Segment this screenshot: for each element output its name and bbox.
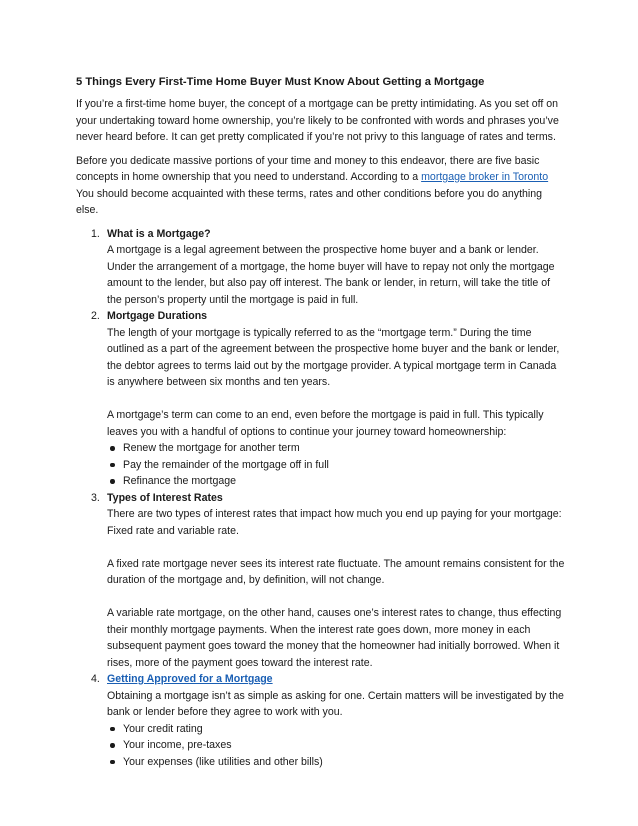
item-paragraph: A variable rate mortgage, on the other hand, causes one’s interest rates to change, thus effecting their monthly mortgage payments. When the interest rate goes down, more money in each subsequent payment goes toward the money that the homeowner had initially borrowed. When it rises, more of the payment goes toward the interest rate.: [107, 607, 562, 669]
item-number: 2.: [91, 310, 100, 322]
bullet-item: [107, 721, 566, 738]
bullet-item: [107, 737, 566, 754]
intro-paragraph-1: If you’re a first-time home buyer, the concept of a mortgage can be pretty intimidating. As you set off on your undertaking toward home ownership, you’re likely to be confronted with words and phrases you’ve never heard before. It can get pretty complicated if you’re not privy to this language of rates and terms.: [76, 98, 559, 143]
item-heading: What is a Mortgage?: [107, 227, 211, 240]
bullet-text: Renew the mortgage for another term: [123, 442, 300, 454]
paragraph-gap: [107, 539, 566, 556]
bullet-text: Refinance the mortgage: [123, 475, 237, 487]
item-paragraph: The length of your mortgage is typically referred to as the “mortgage term.” During the time outlined as a part of the agreement between the prospective home buyer and the bank or lender, the debtor agrees to terms laid out by the mortgage provider. A typical mortgage term in Canada is anywhere between six months and ten years.: [107, 326, 560, 388]
item-number: 1.: [91, 227, 100, 240]
item-paragraph: A mortgage is a legal agreement between the prospective home buyer and a bank or lender. Under the arrangement of a mortgage, the home buyer will have to repay not only the mortgage amount to the lender, but also pay off interest. The bank or lender, in return, will take the title of the person’s property until the mortgage is paid in full.: [107, 244, 555, 306]
list-item-interest-rates: [76, 490, 566, 672]
list-item-getting-approved: [76, 671, 566, 770]
item-number: 3.: [91, 491, 100, 504]
document-title: 5 Things Every First-Time Home Buyer Must Know About Getting a Mortgage: [76, 76, 485, 88]
paragraph-gap: [107, 391, 566, 408]
item-paragraph: Obtaining a mortgage isn’t as simple as asking for one. Certain matters will be investigated by the bank or lender before they agree to work with you.: [107, 689, 564, 718]
bullet-dot-icon: [110, 479, 115, 484]
bullet-dot-icon: [110, 760, 115, 765]
bullet-text: Pay the remainder of the mortgage off in full: [123, 458, 329, 471]
item-paragraph: A fixed rate mortgage never sees its interest rate fluctuate. The amount remains consistent for the duration of the mortgage and, by definition, will not change.: [107, 557, 565, 586]
bullet-list: [107, 721, 566, 771]
bullet-dot-icon: [110, 463, 115, 468]
bullet-text: Your credit rating: [123, 722, 203, 735]
item-number: 4.: [91, 673, 100, 685]
bullet-dot-icon: [110, 727, 115, 732]
item-heading: Mortgage Durations: [107, 310, 208, 322]
intro-paragraph-2: [76, 153, 566, 219]
bullet-item: [107, 457, 566, 474]
item-heading: Types of Interest Rates: [107, 491, 223, 504]
item-paragraph: There are two types of interest rates that impact how much you end up paying for your mortgage: Fixed rate and variable rate.: [107, 508, 562, 537]
bullet-text: Your expenses (like utilities and other bills): [123, 755, 323, 768]
bullet-item: [107, 754, 566, 771]
numbered-list: [76, 226, 566, 771]
getting-approved-link[interactable]: Getting Approved for a Mortgage: [107, 673, 273, 685]
bullet-text: Your income, pre-taxes: [123, 739, 232, 751]
bullet-dot-icon: [110, 743, 115, 748]
intro-text-before-link: Before you dedicate massive portions of your time and money to this endeavor, there are five basic concepts in home ownership that you need to understand. According to a: [76, 154, 540, 183]
bullet-list: [107, 440, 566, 490]
document-page: [76, 74, 566, 770]
bullet-item: [107, 440, 566, 457]
bullet-item: [107, 473, 566, 490]
intro-text-after-link: You should become acquainted with these terms, rates and other conditions before you do anything else.: [76, 187, 543, 216]
mortgage-broker-link[interactable]: mortgage broker in Toronto: [421, 171, 549, 183]
bullet-dot-icon: [110, 446, 115, 451]
list-item-mortgage-definition: [76, 226, 566, 309]
list-item-mortgage-durations: [76, 308, 566, 490]
paragraph-gap: [107, 589, 566, 606]
item-paragraph: A mortgage’s term can come to an end, even before the mortgage is paid in full. This typically leaves you with a handful of options to continue your journey toward homeownership:: [107, 409, 544, 438]
